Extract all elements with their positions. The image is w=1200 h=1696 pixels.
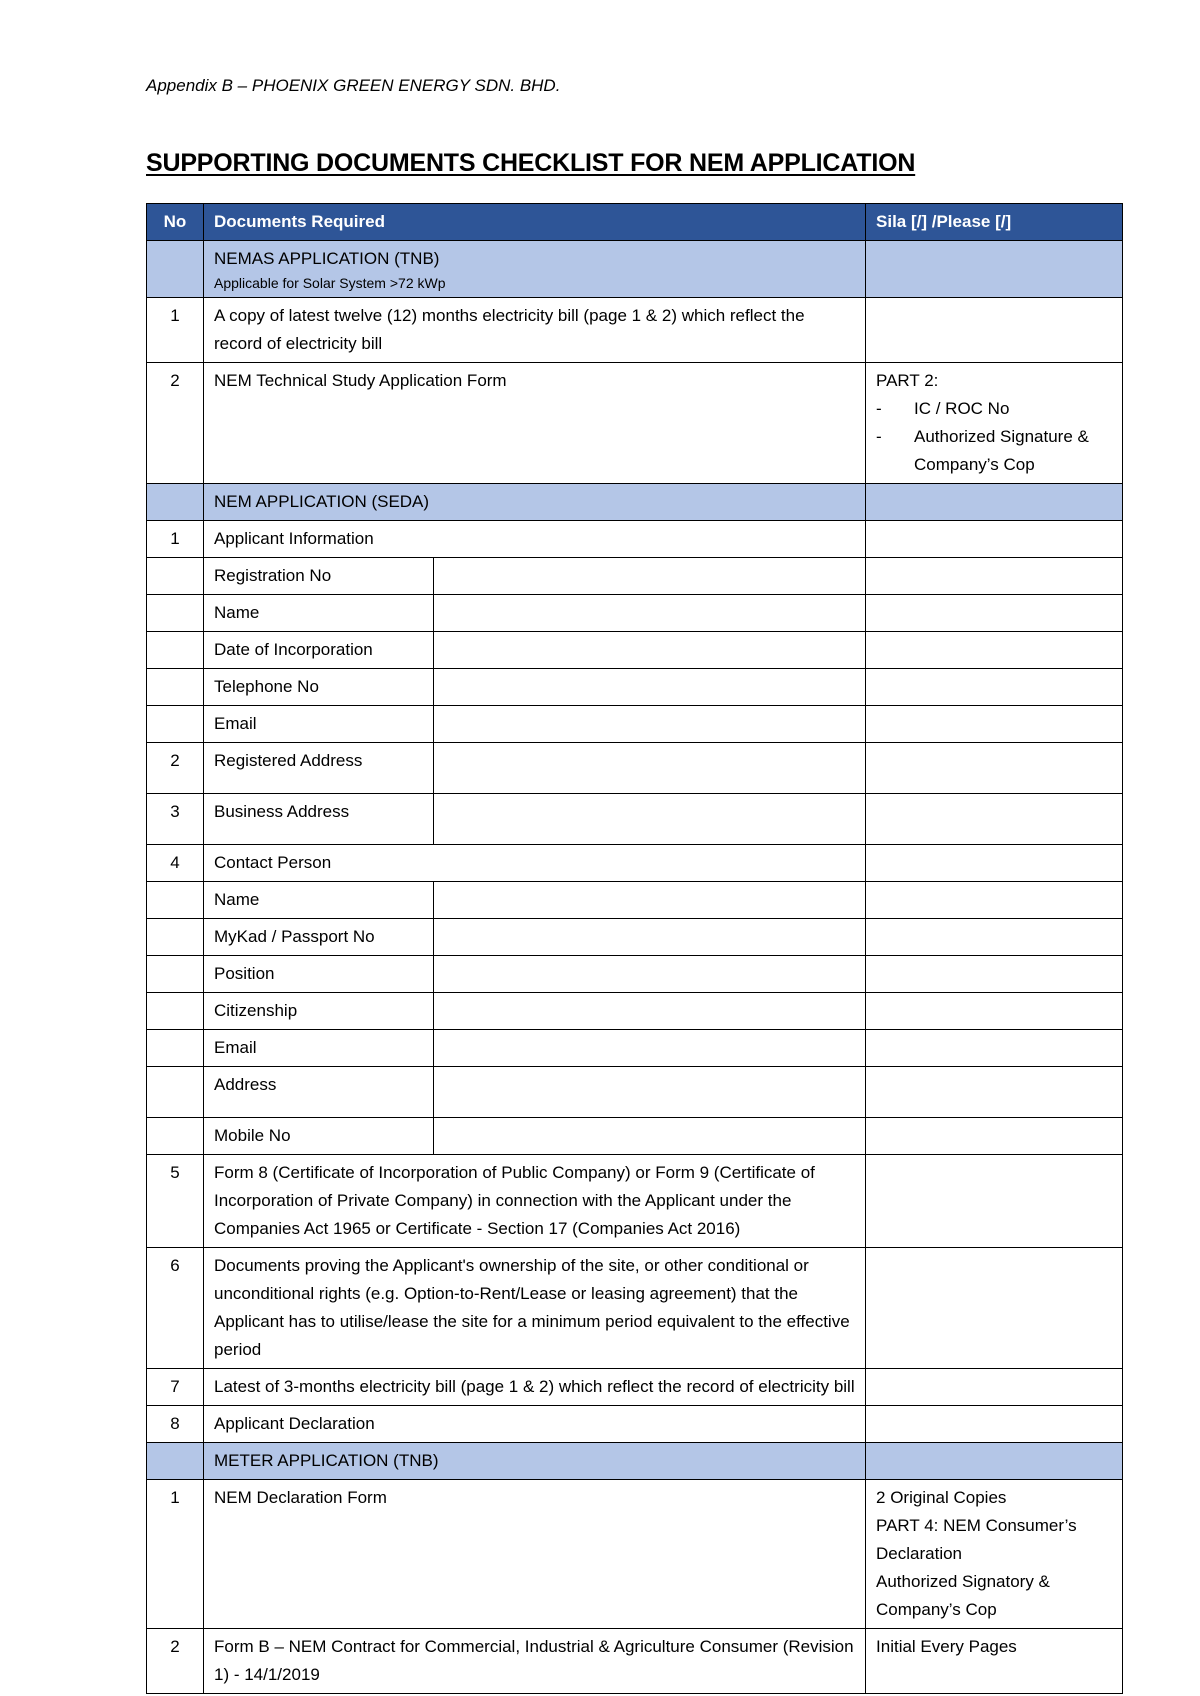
checkbox-cell[interactable]: [866, 1480, 1123, 1629]
empty-no-cell: [147, 558, 204, 595]
document-cell: Documents proving the Applicant's ownership of the site, or other conditional or unconditional rights (e.g. Option-to-Rent/Lease or leasing agreement) that the Applicant has to utilise/lease the site for a minimum period equivalent to the effective period: [204, 1248, 866, 1369]
section-row-meter: [147, 1443, 1123, 1480]
section-title: NEMAS APPLICATION (TNB): [214, 249, 440, 268]
check-title: PART 2:: [876, 371, 939, 390]
field-value-input[interactable]: [434, 632, 866, 669]
field-value-input[interactable]: [434, 706, 866, 743]
checkbox-cell[interactable]: [866, 521, 1123, 558]
header-check: Sila [/] /Please [/]: [866, 204, 1123, 241]
field-value-input[interactable]: [434, 956, 866, 993]
field-label: Email: [204, 1030, 434, 1067]
row-number: 8: [147, 1406, 204, 1443]
checkbox-cell[interactable]: [866, 882, 1123, 919]
table-row: [147, 845, 1123, 882]
checkbox-cell[interactable]: [866, 363, 1123, 484]
header-documents: Documents Required: [204, 204, 866, 241]
empty-no-cell: [147, 1030, 204, 1067]
table-row: [147, 1629, 1123, 1694]
checkbox-cell[interactable]: [866, 1406, 1123, 1443]
checkbox-cell[interactable]: [866, 1369, 1123, 1406]
field-value-input[interactable]: [434, 794, 866, 845]
checkbox-cell[interactable]: [866, 1155, 1123, 1248]
row-number: 2: [147, 363, 204, 484]
checkbox-cell[interactable]: [866, 298, 1123, 363]
field-value-input[interactable]: [434, 669, 866, 706]
field-label: Mobile No: [204, 1118, 434, 1155]
field-value-input[interactable]: [434, 1030, 866, 1067]
checkbox-cell[interactable]: [866, 241, 1123, 298]
checkbox-cell[interactable]: [866, 1067, 1123, 1118]
empty-no-cell: [147, 882, 204, 919]
check-item: - Authorized Signature & Company’s Cop: [914, 423, 1112, 479]
checkbox-cell[interactable]: [866, 845, 1123, 882]
check-line: PART 4: NEM Consumer’s Declaration: [876, 1516, 1077, 1563]
appendix-label: Appendix B – PHOENIX GREEN ENERGY SDN. BHD.: [146, 76, 561, 95]
checkbox-cell[interactable]: [866, 669, 1123, 706]
field-label: Email: [204, 706, 434, 743]
table-row: [147, 1369, 1123, 1406]
check-line: 2 Original Copies: [876, 1488, 1007, 1507]
document-cell: Latest of 3-months electricity bill (page 1 & 2) which reflect the record of electricity bill: [204, 1369, 866, 1406]
check-line: Authorized Signatory & Company’s Cop: [876, 1572, 1050, 1619]
field-label: Citizenship: [204, 993, 434, 1030]
document-cell: Applicant Declaration: [204, 1406, 866, 1443]
table-row: [147, 1480, 1123, 1629]
field-label: Business Address: [204, 794, 434, 845]
table-row: [147, 794, 1123, 845]
page-title: SUPPORTING DOCUMENTS CHECKLIST FOR NEM APPLICATION: [146, 149, 916, 177]
document-cell: Form B – NEM Contract for Commercial, Industrial & Agriculture Consumer (Revision 1) - 14/1/2019: [204, 1629, 866, 1694]
checkbox-cell[interactable]: [866, 919, 1123, 956]
section-no-cell: [147, 1443, 204, 1480]
document-cell: NEM Technical Study Application Form: [204, 363, 866, 484]
document-cell: Form 8 (Certificate of Incorporation of Public Company) or Form 9 (Certificate of Incorporation of Private Company) in connection with the Applicant under the Companies Act 1965 or Certificate - Section 17 (Companies Act 2016): [204, 1155, 866, 1248]
checkbox-cell[interactable]: [866, 1030, 1123, 1067]
empty-no-cell: [147, 919, 204, 956]
check-list: [876, 395, 1112, 479]
field-label: Address: [204, 1067, 434, 1118]
table-row: [147, 363, 1123, 484]
field-label: Registered Address: [204, 743, 434, 794]
document-cell: NEM Declaration Form: [204, 1480, 866, 1629]
empty-no-cell: [147, 595, 204, 632]
checkbox-cell[interactable]: [866, 1118, 1123, 1155]
table-row: [147, 1248, 1123, 1369]
checkbox-cell[interactable]: [866, 632, 1123, 669]
field-row: [147, 595, 1123, 632]
checkbox-cell[interactable]: [866, 993, 1123, 1030]
field-label: Name: [204, 595, 434, 632]
check-line: Initial Every Pages: [876, 1637, 1017, 1656]
section-note: Applicable for Solar System >72 kWp: [214, 275, 446, 291]
row-number: 1: [147, 521, 204, 558]
check-item: - IC / ROC No: [914, 395, 1112, 423]
checklist-table: [146, 203, 1123, 1694]
field-row: [147, 669, 1123, 706]
field-value-input[interactable]: [434, 919, 866, 956]
table-row: [147, 743, 1123, 794]
section-no-cell: [147, 241, 204, 298]
section-row-nemas: [147, 241, 1123, 298]
row-number: 2: [147, 743, 204, 794]
table-header-row: [147, 204, 1123, 241]
section-title-cell: [204, 241, 866, 298]
section-no-cell: [147, 484, 204, 521]
document-cell: Applicant Information: [204, 521, 866, 558]
field-value-input[interactable]: [434, 1067, 866, 1118]
checkbox-cell[interactable]: [866, 1248, 1123, 1369]
header-no: No: [147, 204, 204, 241]
checkbox-cell[interactable]: [866, 1629, 1123, 1694]
field-value-input[interactable]: [434, 993, 866, 1030]
field-row: [147, 706, 1123, 743]
table-row: [147, 1155, 1123, 1248]
field-row: [147, 1067, 1123, 1118]
document-cell: Contact Person: [204, 845, 866, 882]
field-label: Date of Incorporation: [204, 632, 434, 669]
empty-no-cell: [147, 1118, 204, 1155]
field-label: Name: [204, 882, 434, 919]
field-row: [147, 882, 1123, 919]
field-row: [147, 1030, 1123, 1067]
table-row: [147, 1406, 1123, 1443]
checkbox-cell[interactable]: [866, 956, 1123, 993]
row-number: 1: [147, 1480, 204, 1629]
section-row-seda: [147, 484, 1123, 521]
checkbox-cell[interactable]: [866, 794, 1123, 845]
row-number: 5: [147, 1155, 204, 1248]
field-value-input[interactable]: [434, 558, 866, 595]
empty-no-cell: [147, 706, 204, 743]
field-label: MyKad / Passport No: [204, 919, 434, 956]
field-row: [147, 558, 1123, 595]
section-title: NEM APPLICATION (SEDA): [204, 484, 866, 521]
empty-no-cell: [147, 632, 204, 669]
field-label: Telephone No: [204, 669, 434, 706]
field-row: [147, 632, 1123, 669]
row-number: 2: [147, 1629, 204, 1694]
section-title: METER APPLICATION (TNB): [204, 1443, 866, 1480]
empty-no-cell: [147, 993, 204, 1030]
field-label: Registration No: [204, 558, 434, 595]
field-row: [147, 956, 1123, 993]
checkbox-cell[interactable]: [866, 743, 1123, 794]
checkbox-cell[interactable]: [866, 484, 1123, 521]
field-row: [147, 993, 1123, 1030]
row-number: 7: [147, 1369, 204, 1406]
row-number: 6: [147, 1248, 204, 1369]
field-value-input[interactable]: [434, 1118, 866, 1155]
table-row: [147, 298, 1123, 363]
field-row: [147, 919, 1123, 956]
field-row: [147, 1118, 1123, 1155]
empty-no-cell: [147, 669, 204, 706]
table-row: [147, 521, 1123, 558]
checkbox-cell[interactable]: [866, 558, 1123, 595]
document-cell: A copy of latest twelve (12) months electricity bill (page 1 & 2) which reflect the record of electricity bill: [204, 298, 866, 363]
checkbox-cell[interactable]: [866, 1443, 1123, 1480]
field-label: Position: [204, 956, 434, 993]
row-number: 3: [147, 794, 204, 845]
row-number: 1: [147, 298, 204, 363]
field-value-input[interactable]: [434, 882, 866, 919]
checkbox-cell[interactable]: [866, 595, 1123, 632]
field-value-input[interactable]: [434, 595, 866, 632]
checkbox-cell[interactable]: [866, 706, 1123, 743]
row-number: 4: [147, 845, 204, 882]
empty-no-cell: [147, 1067, 204, 1118]
empty-no-cell: [147, 956, 204, 993]
field-value-input[interactable]: [434, 743, 866, 794]
